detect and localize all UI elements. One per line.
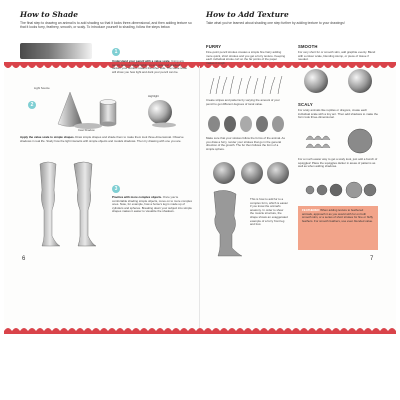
furry-text-2: Create stripes and patterns by varying the amount of your pencil to get different degrees of tonal value.	[206, 98, 280, 106]
feathered-callout	[298, 206, 378, 250]
label-cast-shadow: Cast Shadow	[78, 128, 95, 132]
scaly-text-1: For scaly animals like reptiles or dragons, create each individual scale with a tiny arc. Then add shadows to make the form look three-dimensional.	[298, 108, 378, 120]
step-1-text: Using any pencil, learn to shade lightly on one side and gradually darken your strokes toward the other side. The value scale will show you how light and dark your pencil can be.	[112, 59, 187, 74]
horse-leg-simple	[40, 162, 60, 246]
step-3-title: Practice with more complex objects.	[112, 195, 162, 199]
right-page-number: 7	[370, 256, 374, 262]
step-2-badge: 2	[28, 101, 36, 109]
scale-swatches	[302, 128, 378, 154]
left-page-title: How to Shade	[20, 10, 78, 19]
fur-pattern-swatches	[206, 113, 290, 135]
smooth-heading: SMOOTH	[298, 44, 318, 49]
furry-leg-drawing	[208, 190, 248, 258]
horse-leg-drawings	[34, 160, 104, 252]
step-2-title: Apply the value scale to simple shapes.	[20, 135, 75, 139]
label-highlight: Highlight	[148, 94, 159, 98]
left-page	[20, 10, 192, 262]
smooth-spheres	[302, 68, 378, 94]
shaded-shapes	[48, 88, 188, 132]
step-1-caption	[112, 60, 190, 74]
scaly-heading: SCALY	[298, 102, 313, 107]
page-gutter	[199, 66, 200, 328]
right-intro-text: Take what you've learned about shading one step further by adding texture to your drawings!	[206, 21, 345, 25]
feathered-text: When adding texture to feathered animals, approach it as you would with fur on both smooth skin, or a series of short strokes for fine or fluffy feathers. For smooth feathers, use even blended value.	[302, 208, 373, 223]
fur-strokes-swatch	[206, 72, 286, 98]
cylinder-shape	[100, 102, 116, 124]
left-intro-text: The final step to drawing an animal is to add shading so that it looks three-dimensional, and then adding texture so that it looks furry, feathery, smooth, or scaly. To introduce yourself to shading, follow the steps below.	[20, 21, 192, 30]
right-page	[206, 10, 378, 262]
horse-leg-shaded	[74, 162, 96, 246]
step-3-badge: 3	[112, 185, 120, 193]
step-1-title: Understand your pencil with a value scale.	[112, 59, 171, 63]
feathered-heading: FEATHERED	[302, 208, 320, 212]
step-1-badge: 1	[112, 48, 120, 56]
wavy-border-bottom	[4, 324, 396, 334]
left-page-number: 6	[22, 256, 26, 262]
smooth-text-1: For very short fur or smooth skin, add graphite evenly. Blend with a colour scale, blending stump, or piece of tissue if needed.	[298, 50, 376, 62]
sphere-shape	[148, 100, 172, 124]
furry-heading: FURRY	[206, 44, 222, 49]
cone-shape	[58, 92, 82, 127]
furry-text-4: This is how to add fur to a complex form, which is easier if you know the animal's anatomy. In order to show the muscle structure, the shape shows an exaggerated example of a furry front leg and foot.	[250, 197, 288, 227]
squiggle-swatches	[302, 178, 378, 202]
step-2-caption	[20, 136, 190, 143]
label-light-source: Light Source	[34, 86, 50, 90]
furry-text-3: Make sure that your strokes follow the forms of the animal. As you draw a furry, render your strokes that go in the general direction of the growth. The fur then follows the form of a simple sphere.	[206, 136, 285, 151]
right-page-title: How to Add Texture	[206, 10, 289, 19]
scaly-text-2: For a much easier way to get a scaly look, just add a bunch of squiggles! Place the squiggles darker in areas of patterns as well as when adding shadows.	[298, 157, 378, 169]
fur-spheres	[212, 160, 290, 186]
step-3-caption	[112, 196, 192, 214]
step-2-text: Draw simple shapes and shade them to make them look three-dimensional. Observe shadows in real life. Study how the light interacts with simple objects and models shadows. Then try drawing with one you are.	[20, 135, 184, 143]
step-3-text: Once you're comfortable shading simple objects, move on to more complex ones. Note, for example, how a horse's leg is made up of cylinders and spheres. Breaking down your subject into simple shapes makes it easier to visualize the shadows.	[112, 195, 193, 214]
value-scale	[20, 43, 92, 59]
furry-text-1: Fine-point pencil strokes creates a simple fine hairy adding more quick, short strokes and you get a furry texture. Keeping each individual stroke curl on the far points of the paper makes it rough.	[206, 50, 286, 65]
